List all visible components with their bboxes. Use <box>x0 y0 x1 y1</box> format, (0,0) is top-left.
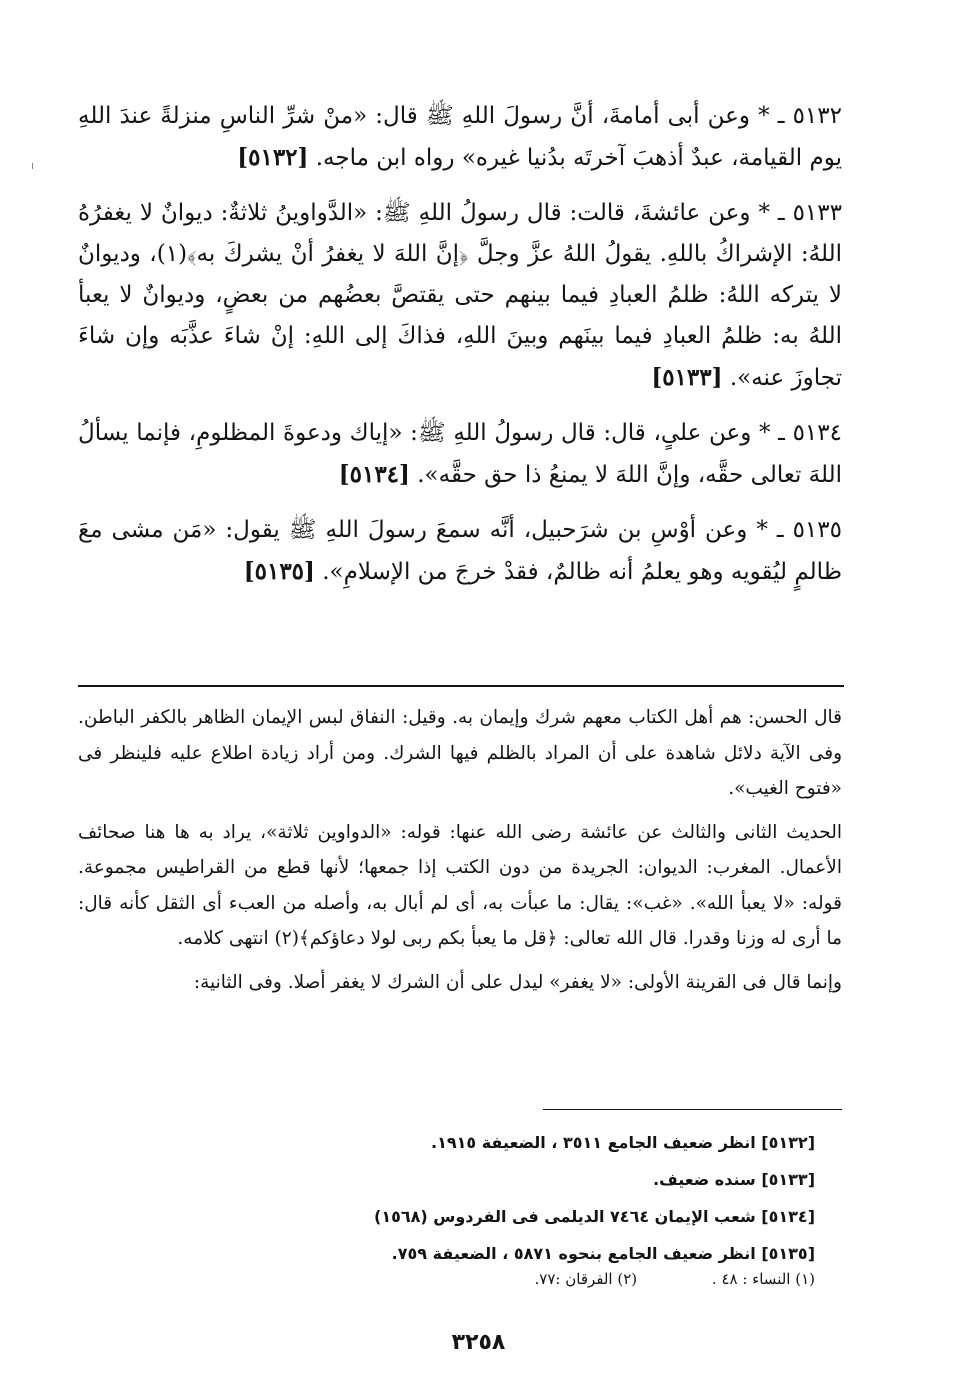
hadith-reference: [٥١٣٥] <box>243 558 315 585</box>
hadith-5132 <box>78 96 842 179</box>
page-number: ٣٢٥٨ <box>451 1330 506 1355</box>
hadith-text: ٥١٣٣ ـ * وعن عائشةَ، قالت: قال رسولُ اللهِ ﷺ: «الدَّواوينُ ثلاثةٌ: ديوانٌ لا يغفرُهُ اللهُ: الإشراكُ باللهِ. يقولُ اللهُ عزَّ وجلَّ ﴿إنَّ اللهَ لا يغفرُ أنْ يشركَ به﴾(١)، وديوانٌ لا يتركه اللهُ: ظلمُ العبادِ فيما بينهم حتى يقتصَّ بعضُهم من بعضٍ، وديوانٌ لا يعبأ اللهُ به: ظلمُ العبادِ فيما بينَهم وبينَ اللهِ، فذاكَ إلى اللهِ: إنْ شاءَ عذَّبَه وإن شاءَ تجاوزَ عنه». <box>78 200 842 391</box>
footnote-divider <box>543 1109 842 1110</box>
hadith-5133 <box>78 193 842 399</box>
hadith-5135 <box>78 510 842 593</box>
hadith-reference: [٥١٣٤] <box>338 461 410 488</box>
hadith-text: ٥١٣٥ ـ * وعن أوْسِ بن شرَحبيل، أنَّه سمعَ رسولَ اللهِ ﷺ يقول: «مَن مشى معَ ظالمٍ ليُقويه وهو يعلمُ أنه ظالمٌ، فقدْ خرجَ من الإسلامِ». <box>78 517 842 585</box>
hadith-reference: [٥١٣٣] <box>651 364 723 391</box>
commentary-section <box>78 700 842 1008</box>
hadith-text: ٥١٣٤ ـ * وعن علىٍ، قال: قال رسولُ اللهِ ﷺ: «إياك ودعوةَ المظلومِ، فإنما يسألُ اللهَ تعالى حقَّه، وإنَّ اللهَ لا يمنعُ ذا حق حقَّه». <box>78 420 842 488</box>
commentary-paragraph: وإنما قال فى القرينة الأولى: «لا يغفر» ليدل على أن الشرك لا يغفر أصلا. وفى الثانية: <box>193 971 842 993</box>
footnote-item: [٥١٣٣] سنده ضعيف. <box>653 1170 815 1189</box>
quran-reference: (٢) الفرقان :٧٧. <box>534 1270 638 1288</box>
footnote-item: [٥١٣٥] انظر ضعيف الجامع بنحوه ٥٨٧١ ، الضعيفة ٧٥٩. <box>391 1244 815 1263</box>
commentary-paragraph: قال الحسن: هم أهل الكتاب معهم شرك وإيمان به. وقيل: النفاق لبس الإيمان الظاهر بالكفر الباطن. وفى الآية دلائل شاهدة على أن المراد بالظلم فيها الشرك. ومن أراد زيادة اطلاع عليه فلينظر فى «فتوح الغيب». <box>78 707 842 799</box>
footnotes <box>295 1124 815 1272</box>
footnote-item: [٥١٣٢] انظر ضعيف الجامع ٣٥١١ ، الضعيفة ١٩١٥. <box>431 1133 815 1152</box>
section-divider <box>78 685 844 687</box>
commentary-paragraph: الحديث الثانى والثالث عن عائشة رضى الله عنها: قوله: «الدواوين ثلاثة»، يراد به ها هنا صحائف الأعمال. المغرب: الديوان: الجريدة من دون الكتب إذا جمعها؛ لأنها قطع من القراطيس مجموعة. قوله: «لا يعبأ الله». «غب»: يقال: ما عبأت به، أى لم أبال به، وأصله من العبء أى الثقل كأنه قال: ما أرى له وزنا وقدرا. قال الله تعالى: ﴿قل ما يعبأ بكم ربى لولا دعاؤكم﴾(٢) انتهى كلامه. <box>78 821 842 949</box>
hadith-text: ٥١٣٢ ـ * وعن أبى أمامةَ، أنَّ رسولَ اللهِ ﷺ قال: «منْ شرِّ الناسِ منزلةً عندَ اللهِ يوم القيامة، عبدٌ أذهبَ آخرتَه بدُنيا غيره» رواه ابن ماجه. <box>78 103 842 171</box>
quran-reference: (١) النساء : ٤٨ . <box>711 1270 815 1288</box>
hadith-reference: [٥١٣٢] <box>237 144 309 171</box>
margin-mark <box>32 163 33 169</box>
hadith-5134 <box>78 413 842 496</box>
footnote-item: [٥١٣٤] شعب الإيمان ٧٤٦٤ الديلمى فى الفردوس (١٥٦٨) <box>374 1207 815 1226</box>
quran-references <box>535 1270 816 1288</box>
hadith-section <box>78 96 842 607</box>
